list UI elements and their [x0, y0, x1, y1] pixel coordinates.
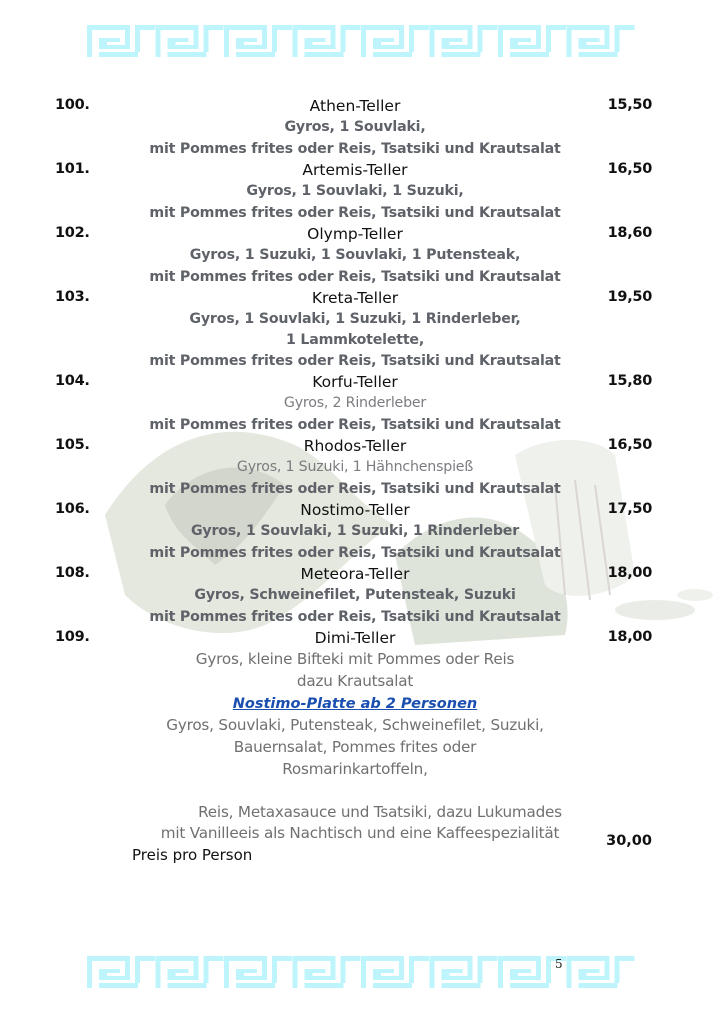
menu-item-102 [0, 225, 725, 247]
item-description: mit Pommes frites oder Reis, Tsatsiki und Krautsalat [149, 141, 561, 157]
platter-title: Nostimo-Platte ab 2 Personen [232, 696, 478, 712]
menu-item-101 [0, 161, 725, 183]
page-number: 5 [555, 957, 563, 971]
platter-description: Rosmarinkartoffeln, [282, 760, 428, 778]
item-name: Athen-Teller [309, 97, 401, 115]
price-per-person-label: Preis pro Person [132, 846, 253, 864]
item-description: Gyros, 2 Rinderleber [283, 395, 427, 411]
menu-item-106 [0, 501, 725, 523]
item-name: Korfu-Teller [312, 373, 398, 391]
item-description: mit Pommes frites oder Reis, Tsatsiki und Krautsalat [149, 417, 561, 433]
item-name: Kreta-Teller [311, 289, 399, 307]
item-number: 101. [55, 161, 90, 177]
item-description: mit Pommes frites oder Reis, Tsatsiki und Krautsalat [149, 353, 561, 369]
item-price: 18,00 [607, 565, 652, 581]
menu-item-109 [0, 629, 725, 651]
item-description: Gyros, 1 Suzuki, 1 Hähnchenspieß [236, 459, 474, 475]
platter-price: 30,00 [606, 833, 652, 849]
menu-item-104 [0, 373, 725, 395]
item-number: 105. [55, 437, 90, 453]
item-number: 103. [55, 289, 90, 305]
item-description: Gyros, 1 Souvlaki, [284, 119, 426, 135]
item-price: 18,60 [607, 225, 652, 241]
item-number: 104. [55, 373, 90, 389]
item-description: mit Pommes frites oder Reis, Tsatsiki und Krautsalat [149, 609, 561, 625]
item-number: 109. [55, 629, 90, 645]
item-name: Dimi-Teller [314, 629, 396, 647]
item-price: 15,50 [607, 97, 652, 113]
item-description: mit Pommes frites oder Reis, Tsatsiki und Krautsalat [149, 481, 561, 497]
item-price: 17,50 [607, 501, 652, 517]
item-description: Gyros, 1 Souvlaki, 1 Suzuki, 1 Rinderleber [190, 523, 520, 539]
item-name: Artemis-Teller [302, 161, 408, 179]
item-description: mit Pommes frites oder Reis, Tsatsiki und Krautsalat [149, 269, 561, 285]
menu-item-103 [0, 289, 725, 311]
item-description: Gyros, Schweinefilet, Putensteak, Suzuki [194, 587, 516, 603]
greek-key-border-top-icon [87, 25, 640, 57]
item-number: 100. [55, 97, 90, 113]
item-description: Gyros, 1 Suzuki, 1 Souvlaki, 1 Putensteak, [189, 247, 521, 263]
item-price: 18,00 [607, 629, 652, 645]
item-description: Gyros, 1 Souvlaki, 1 Suzuki, 1 Rinderleber, [189, 311, 521, 327]
item-price: 15,80 [607, 373, 652, 389]
platter-description: mit Vanilleeis als Nachtisch und eine Kaffeespezialität [160, 824, 560, 842]
item-description: dazu Krautsalat [296, 672, 414, 690]
item-description: 1 Lammkotelette, [285, 332, 425, 348]
menu-item-108 [0, 565, 725, 587]
item-description: Gyros, 1 Souvlaki, 1 Suzuki, [246, 183, 464, 199]
menu-item-100 [0, 97, 725, 119]
item-name: Rhodos-Teller [303, 437, 407, 455]
item-price: 16,50 [607, 437, 652, 453]
platter-description: Bauernsalat, Pommes frites oder [233, 738, 477, 756]
item-price: 16,50 [607, 161, 652, 177]
platter-description: Reis, Metaxasauce und Tsatsiki, dazu Lukumades [198, 803, 562, 821]
item-number: 102. [55, 225, 90, 241]
menu-item-105 [0, 437, 725, 459]
item-name: Nostimo-Teller [300, 501, 410, 519]
item-number: 108. [55, 565, 90, 581]
item-price: 19,50 [607, 289, 652, 305]
item-description: mit Pommes frites oder Reis, Tsatsiki und Krautsalat [149, 545, 561, 561]
item-name: Olymp-Teller [307, 225, 403, 243]
item-name: Meteora-Teller [300, 565, 410, 583]
item-description: mit Pommes frites oder Reis, Tsatsiki und Krautsalat [149, 205, 561, 221]
platter-description: Gyros, Souvlaki, Putensteak, Schweinefilet, Suzuki, [166, 716, 544, 734]
item-description: Gyros, kleine Bifteki mit Pommes oder Reis [195, 650, 515, 668]
item-number: 106. [55, 501, 90, 517]
